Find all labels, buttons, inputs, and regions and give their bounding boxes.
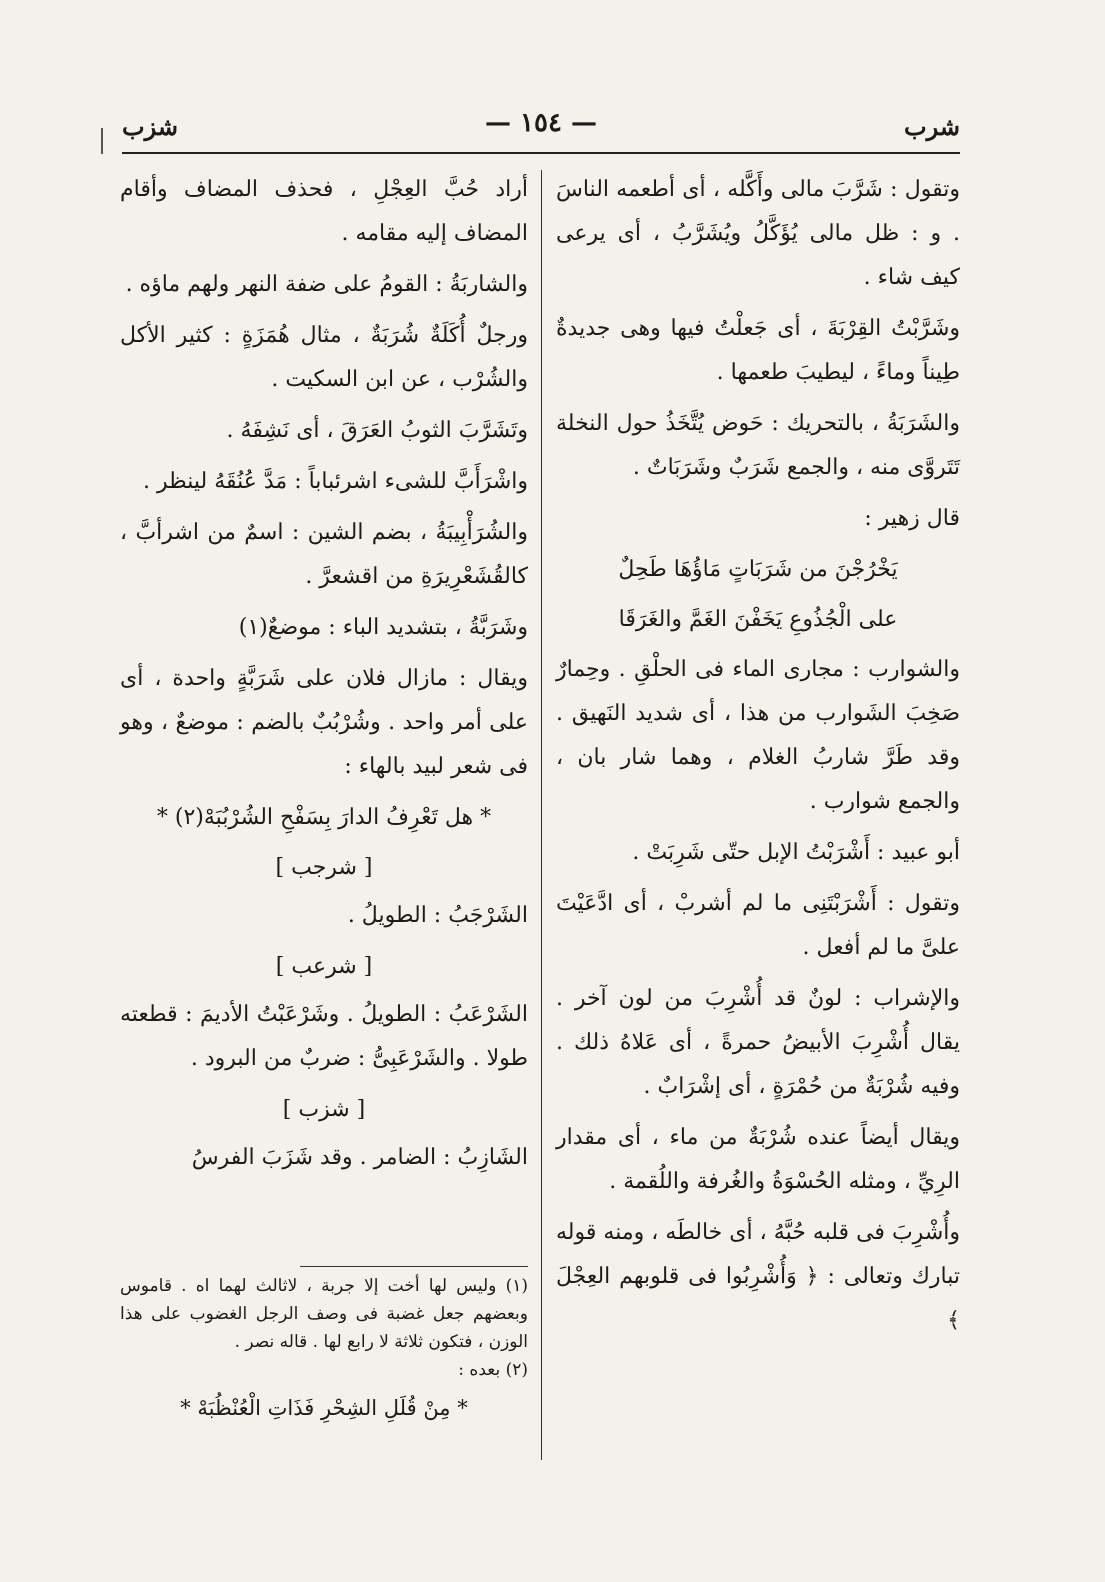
header-root-right: شرب xyxy=(904,112,960,141)
paragraph: والشاربَةُ : القومُ على ضفة النهر ولهم ماؤه . xyxy=(125,272,528,297)
paragraph: والشوارب : مجارى الماء فى الحلْقِ . وحِمارٌ صَخِبَ الشَوارب من هذا ، أى شديد النَهيق . وقد طَرَّ شاربُ الغلام ، وهما شار بان ، والجمع شوارب . xyxy=(556,657,960,814)
paragraph: والإشراب : لونٌ قد أُشْرِبَ من لون آخر . يقال أُشْرِبَ الأبيضُ حمرةً ، أى عَلاهُ ذلك . وفيه شُرْبَةٌ من حُمْرَةٍ ، أى إشْرَابٌ . xyxy=(556,986,960,1099)
paragraph: ويقال أيضاً عنده شُرْبَةٌ من ماء ، أى مقدار الرِيِّ ، ومثله الحُسْوَةُ والغُرفة واللُقمة . xyxy=(556,1125,960,1194)
paragraph: الشَرْجَبُ : الطويلُ . xyxy=(347,903,528,928)
paragraph: أبو عبيد : أَشْرَبْتُ الإبل حتّى شَرِبَتْ . xyxy=(632,840,960,865)
paragraph: وتقول : أَشْرَبْتَنِى ما لم أشربْ ، أى ادَّعَيْتَ علىَّ ما لم أفعل . xyxy=(556,891,960,960)
verse-line: يَخْرُجْنَ من شَرَبَاتٍ مَاؤُهَا طَحِلٌ xyxy=(618,557,898,582)
paragraph: وشَرَّبْتُ القِرْبَةَ ، أى جَعلْتُ فيها وهى جديدةٌ طِيناً وماءً ، ليطيبَ طعمها . xyxy=(556,316,960,385)
margin-mark xyxy=(101,128,103,154)
paragraph: الشَرْعَبُ : الطويلُ . وشَرْعَبْتُ الأديمَ : قطعته طولا . والشَرْعَبِىُّ : ضربٌ من البرود . xyxy=(120,1002,528,1071)
column-divider xyxy=(541,170,542,1460)
right-column xyxy=(556,168,960,1350)
paragraph: والشَرَبَةُ ، بالتحريك : حَوض يُتَّخَذُ حول النخلة تَتَروَّى منه ، والجمع شَرَبٌ وشَرَبَاتٌ . xyxy=(556,411,960,480)
header-root-left: شزب xyxy=(122,112,178,141)
footnote-verse: * مِنْ قُلَلِ الشِحْرِ فَذَاتِ الْعُنْظُبَهْ * xyxy=(180,1396,468,1420)
paragraph: واشْرَأَبَّ للشىء اشرئباباً : مَدَّ عُنُقَهُ لينظر . xyxy=(143,469,528,494)
paragraph: وتقول : شَرَّبَ مالى وأَكَّله ، أى أطعمه الناسَ . و : ظل مالى يُؤَكَّلُ ويُشَرَّبُ ، أى يرعى كيف شاء . xyxy=(556,177,960,290)
paragraph: وشَرَبَّةُ ، بتشديد الباء : موضعٌ(١) xyxy=(238,615,528,640)
paragraph: والشُرَأْبِيبَةُ ، بضم الشين : اسمٌ من اشرأبَّ ، كالقُشَعْرِيرَةِ من اقشعرَّ . xyxy=(120,520,528,589)
footnotes xyxy=(120,1272,528,1428)
footnote: (٢) بعده : xyxy=(458,1360,528,1380)
entry-heading: [ شزب ] xyxy=(282,1097,366,1122)
header-rule xyxy=(122,152,960,154)
paragraph: الشَازِبُ : الضامر . وقد شَزَبَ الفرسُ xyxy=(191,1145,528,1170)
paragraph: ورجلٌ أُكَلَةٌ شُرَبَةٌ ، مثال هُمَزَةٍ : كثير الأكل والشُرْب ، عن ابن السكيت . xyxy=(120,323,528,392)
paragraph: أراد حُبَّ العِجْلِ ، فحذف المضاف وأقام المضاف إليه مقامه . xyxy=(120,177,528,246)
running-header xyxy=(122,108,960,148)
left-column xyxy=(120,168,528,1187)
entry-heading: [ شرعب ] xyxy=(275,954,373,979)
page-number: — ١٥٤ — xyxy=(484,108,598,138)
verse-line: على الْجُذُوعِ يَخَفْنَ الغَمَّ والغَرَقَا xyxy=(618,607,898,632)
paragraph: قال زهير : xyxy=(864,506,960,531)
footnote: (١) وليس لها أخت إلا جربة ، لاثالث لهما اه . قاموس وبعضهم جعل غضبة فى وصف الرجل الغضوب على هذا الوزن ، فتكون ثلاثة لا رابع لها . قاله نصر . xyxy=(120,1276,528,1352)
verse-line: * هل تَعْرِفُ الدارَ بِسَفْحِ الشُرْبُبَهْ(٢) * xyxy=(156,805,492,830)
entry-heading: [ شرجب ] xyxy=(275,855,373,880)
paragraph: وأُشْرِبَ فى قلبه حُبَّهُ ، أى خالطَه ، ومنه قوله تبارك وتعالى : ﴿ وَأُشْرِبُوا فى قلوبهم العِجْلَ ﴾ xyxy=(556,1220,960,1333)
paragraph: ويقال : مازال فلان على شَرَبَّةٍ واحدة ، أى على أمر واحد . وشُرْبُبٌ بالضم : موضعٌ ، وهو فى شعر لبيد بالهاء : xyxy=(120,666,528,779)
paragraph: وتَشَرَّبَ الثوبُ العَرَقَ ، أى نَشِفَهُ . xyxy=(226,418,528,443)
footnote-rule xyxy=(300,1266,528,1267)
